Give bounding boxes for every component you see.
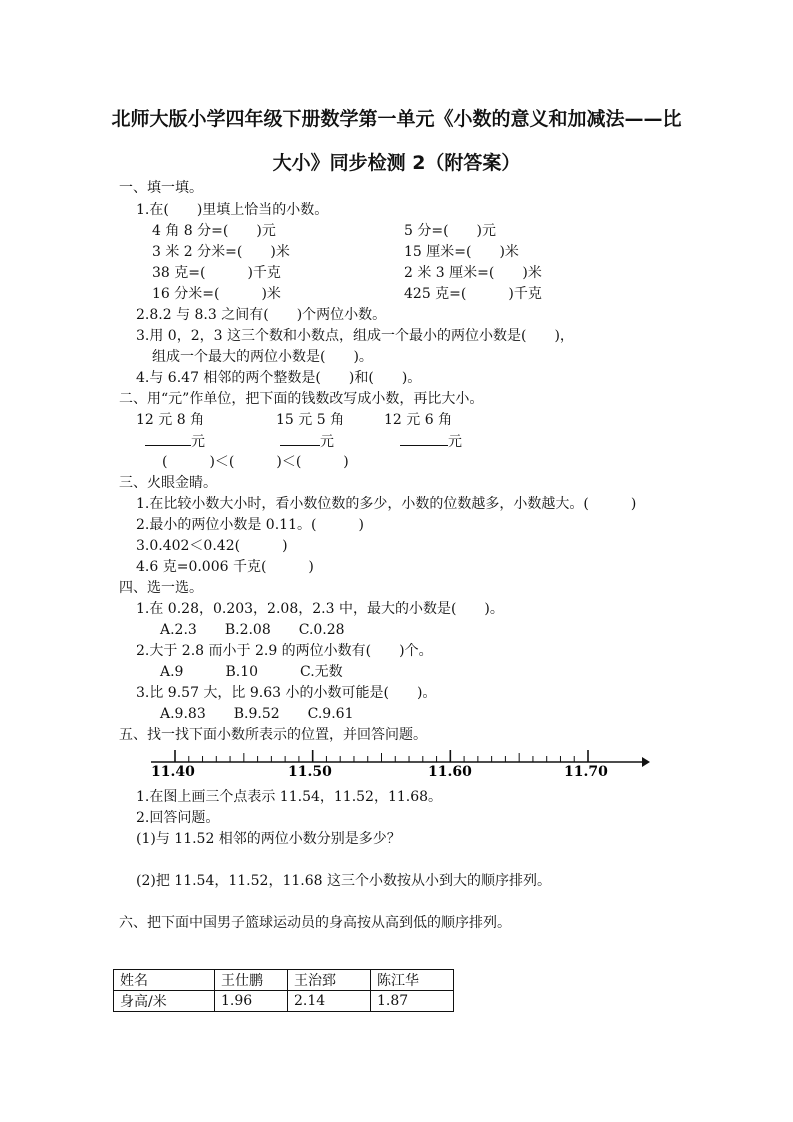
s1-r4a: 16 分米=( )米 (152, 286, 281, 302)
s1-r1b: 5 分=( )元 (404, 223, 497, 239)
s2-compare: ( )＜( )＜( ) (162, 454, 349, 470)
axis-label-1140: 11.40 (151, 764, 195, 780)
axis-label-1150: 11.50 (288, 764, 332, 780)
s1-r3b: 2 米 3 厘米=( )米 (404, 265, 542, 281)
table-row (114, 991, 454, 1012)
s1-q3a: 3.用 0，2，3 这三个数和小数点，组成一个最小的两位小数是( )， (136, 328, 574, 344)
s2-amount-c: 12 元 6 角 (384, 412, 453, 428)
section5-heading: 五、找一找下面小数所表示的位置，并回答问题。 (119, 727, 427, 743)
s2-amount-b: 15 元 5 角 (276, 412, 345, 428)
table-cell: 1.96 (215, 991, 288, 1012)
section4-heading: 四、选一选。 (119, 580, 203, 596)
s4-o2: A.9 B.10 C.无数 (160, 664, 343, 680)
s2-answer-a: 元 (145, 431, 205, 452)
axis-label-1160: 11.60 (428, 764, 472, 780)
s1-q1: 1.在( )里填上恰当的小数。 (136, 202, 329, 218)
axis-label-1170: 11.70 (564, 764, 608, 780)
height-table (113, 969, 454, 1012)
s1-r3a: 38 克=( )千克 (152, 265, 281, 281)
s4-q2: 2.大于 2.8 而小于 2.9 的两位小数有( )个。 (136, 643, 433, 659)
table-header-cell: 王治郅 (288, 970, 371, 991)
table-cell: 身高/米 (114, 991, 215, 1012)
page-title-line2: 大小》同步检测 2（附答案） (272, 152, 521, 174)
s5-q1: 1.在图上画三个点表示 11.54，11.52，11.68。 (136, 789, 443, 805)
s1-q2: 2.8.2 与 8.3 之间有( )个两位小数。 (136, 307, 387, 323)
s1-r4b: 425 克=( )千克 (404, 286, 542, 302)
s1-r2a: 3 米 2 分米=( )米 (152, 244, 290, 260)
s1-q3b: 组成一个最大的两位小数是( )。 (152, 349, 373, 365)
s5-q2: 2.回答问题。 (136, 810, 220, 826)
s3-q3: 3.0.402＜0.42( ) (136, 538, 288, 554)
table-header-cell: 姓名 (114, 970, 215, 991)
s4-q1: 1.在 0.28，0.203，2.08，2.3 中，最大的小数是( )。 (136, 601, 504, 617)
table-row (114, 970, 454, 991)
s4-o3: A.9.83 B.9.52 C.9.61 (160, 706, 354, 722)
s4-q3: 3.比 9.57 大，比 9.63 小的小数可能是( )。 (136, 685, 437, 701)
s1-r1a: 4 角 8 分=( )元 (152, 223, 276, 239)
section3-heading: 三、火眼金睛。 (119, 475, 217, 491)
table-header-cell: 陈江华 (371, 970, 454, 991)
s1-q4: 4.与 6.47 相邻的两个整数是( )和( )。 (136, 370, 422, 386)
section6-heading: 六、把下面中国男子篮球运动员的身高按从高到低的顺序排列。 (119, 915, 511, 931)
section2-heading: 二、用“元”作单位，把下面的钱数改写成小数，再比大小。 (119, 391, 484, 407)
table-header-cell: 王仕鹏 (215, 970, 288, 991)
page-title-line1: 北师大版小学四年级下册数学第一单元《小数的意义和加减法——比 (111, 108, 682, 130)
s2-blank-a[interactable] (145, 431, 191, 446)
s2-answer-c: 元 (400, 431, 462, 452)
s2-answer-b: 元 (280, 431, 334, 452)
s4-o1: A.2.3 B.2.08 C.0.28 (160, 622, 345, 638)
s3-q1: 1.在比较小数大小时，看小数位数的多少，小数的位数越多，小数越大。( ) (136, 496, 637, 512)
number-line-arrow-icon (642, 757, 650, 767)
section1-heading: 一、填一填。 (119, 180, 203, 196)
table-cell: 2.14 (288, 991, 371, 1012)
s3-q4: 4.6 克=0.006 千克( ) (136, 559, 314, 575)
table-cell: 1.87 (371, 991, 454, 1012)
s3-q2: 2.最小的两位小数是 0.11。( ) (136, 517, 364, 533)
s5-q2a: (1)与 11.52 相邻的两位小数分别是多少？ (136, 831, 401, 847)
s5-q2b: (2)把 11.54，11.52，11.68 这三个小数按从小到大的顺序排列。 (136, 873, 551, 889)
s1-r2b: 15 厘米=( )米 (404, 244, 519, 260)
s2-blank-c[interactable] (400, 431, 448, 446)
number-line-ticks (175, 750, 588, 762)
s2-blank-b[interactable] (280, 431, 320, 446)
number-line[interactable] (148, 740, 650, 780)
s2-amount-a: 12 元 8 角 (136, 412, 205, 428)
